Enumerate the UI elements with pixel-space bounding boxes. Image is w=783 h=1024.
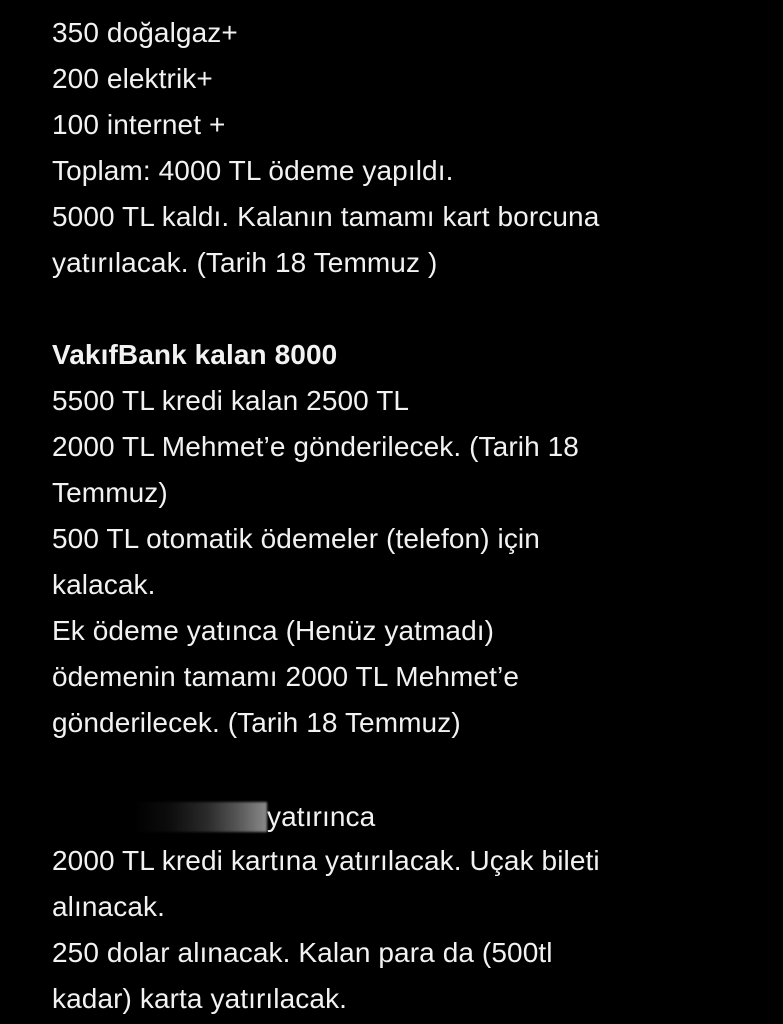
redacted-line	[52, 792, 752, 838]
note-line: alınacak.	[52, 891, 165, 922]
note-line: kadar) karta yatırılacak.	[52, 983, 348, 1014]
note-line: Toplam: 4000 TL ödeme yapıldı.	[52, 155, 454, 186]
note-line: yatırılacak. (Tarih 18 Temmuz )	[52, 247, 438, 278]
note-line: 250 dolar alınacak. Kalan para da (500tl	[52, 937, 553, 968]
note-body[interactable]	[52, 10, 752, 1022]
note-line: kalacak.	[52, 569, 156, 600]
blank-line	[52, 286, 752, 332]
note-line: gönderilecek. (Tarih 18 Temmuz)	[52, 707, 461, 738]
note-line: 5500 TL kredi kalan 2500 TL	[52, 385, 410, 416]
redaction-blur	[52, 802, 267, 832]
note-line-visible-part: yatırınca	[267, 800, 376, 832]
note-line: 200 elektrik+	[52, 63, 213, 94]
note-line: 2000 TL Mehmet’e gönderilecek. (Tarih 18	[52, 431, 579, 462]
blank-line	[52, 746, 752, 792]
note-line: 100 internet +	[52, 109, 226, 140]
note-line: Ek ödeme yatınca (Henüz yatmadı)	[52, 615, 495, 646]
note-line: 5000 TL kaldı. Kalanın tamamı kart borcuna	[52, 201, 600, 232]
section-heading: VakıfBank kalan 8000	[52, 339, 338, 370]
note-line: 2000 TL kredi kartına yatırılacak. Uçak bileti	[52, 845, 600, 876]
note-line: 350 doğalgaz+	[52, 17, 238, 48]
note-line: ödemenin tamamı 2000 TL Mehmet’e	[52, 661, 520, 692]
note-line: 500 TL otomatik ödemeler (telefon) için	[52, 523, 540, 554]
note-line: Temmuz)	[52, 477, 168, 508]
